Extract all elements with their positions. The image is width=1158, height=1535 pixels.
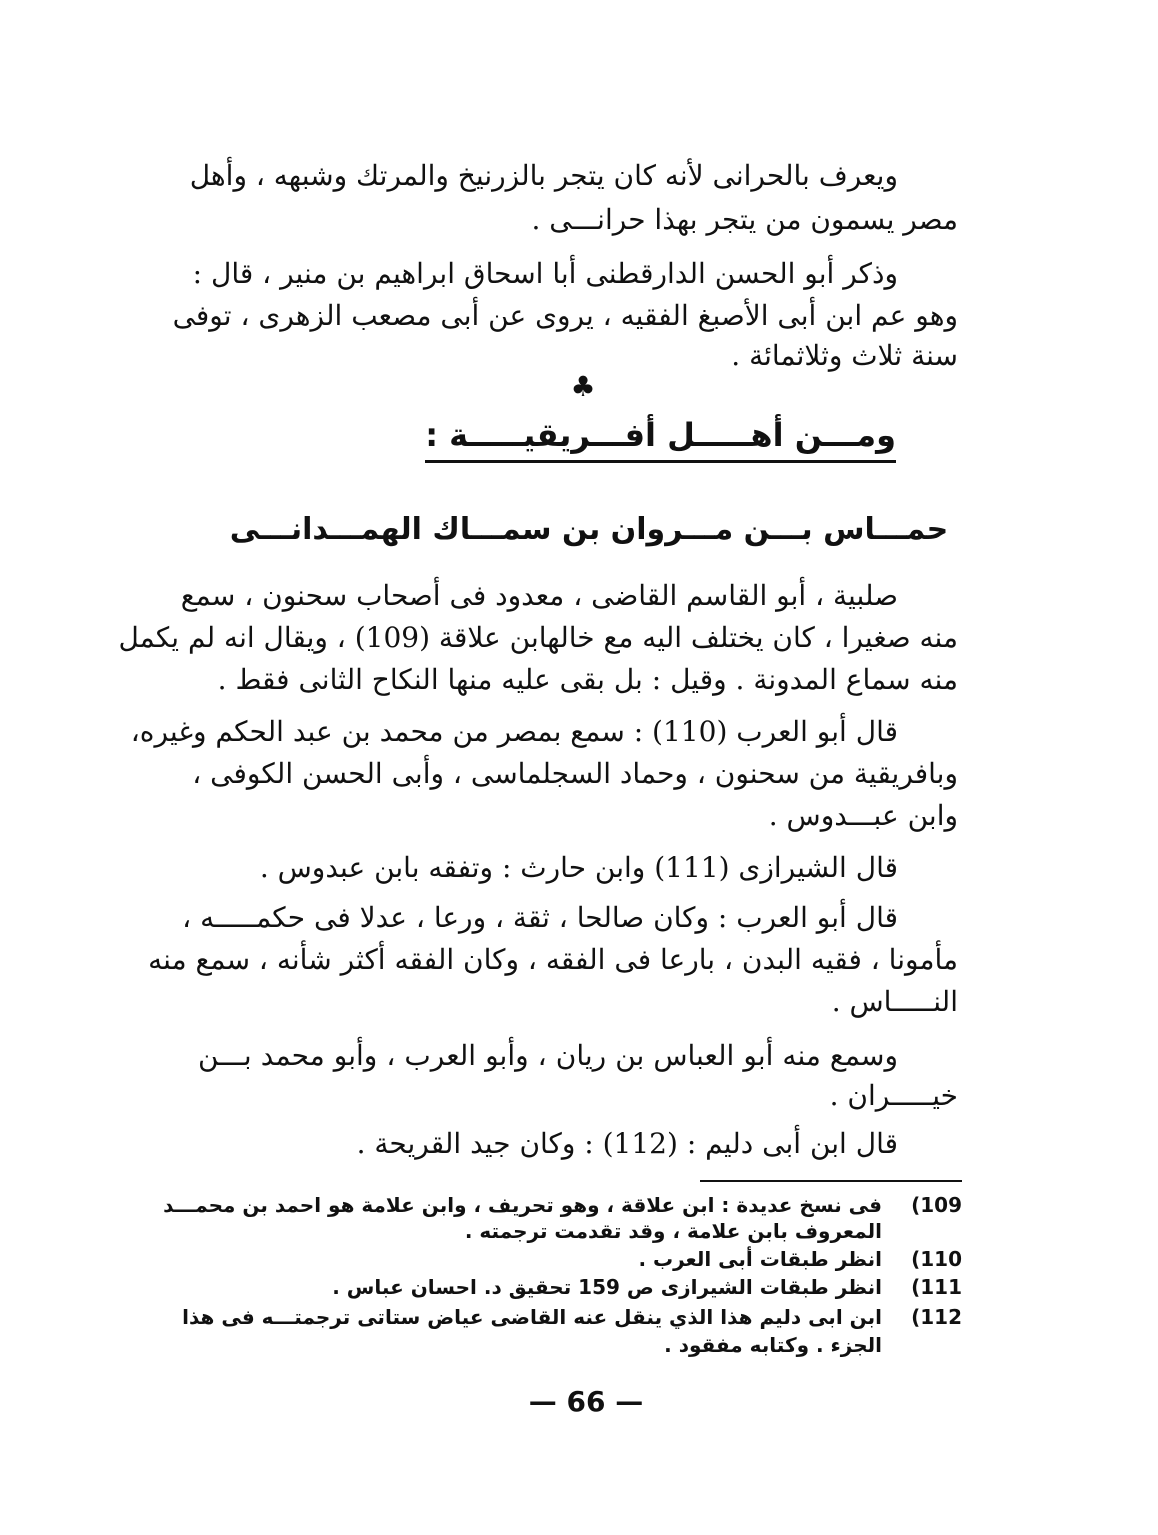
- body-text-line: صلبية ، أبو القاسم القاضى ، معدود فى أصحاب سحنون ، سمع: [180, 579, 898, 612]
- body-text-line: قال ابن أبى دليم : (112) : وكان جيد القريحة .: [356, 1127, 898, 1160]
- body-text-line: خيـــــران .: [829, 1079, 958, 1112]
- ornament-icon: ♣: [570, 370, 596, 403]
- body-text-line: وذكر أبو الحسن الدارقطنى أبا اسحاق ابراهيم بن منير ، قال :: [192, 257, 898, 290]
- body-text-line: وابن عبـــدوس .: [768, 799, 958, 832]
- footnote-number: 109): [911, 1193, 962, 1217]
- footnote-number: 110): [911, 1247, 962, 1271]
- body-text-line: النـــــاس .: [831, 985, 958, 1018]
- footnote-number: 111): [911, 1275, 962, 1299]
- body-text-line: سنة ثلاث وثلاثمائة .: [731, 339, 958, 372]
- footnote-separator: [700, 1180, 962, 1182]
- entry-title: حمـــاس بـــن مـــروان بن سمـــاك الهمـــدانـــى: [229, 512, 949, 547]
- footnote-number: 112): [911, 1305, 962, 1329]
- footnote-text-line: الجزء . وكتابه مفقود .: [664, 1333, 882, 1357]
- footnote: [163, 1192, 962, 1244]
- footnote-text-line: ابن ابى دليم هذا الذي ينقل عنه القاضى عياض ستاتى ترجمتـــه فى هذا: [182, 1305, 882, 1329]
- body-text-line: وبافريقية من سحنون ، وحماد السجلماسى ، وأبى الحسن الكوفى ،: [192, 757, 958, 790]
- footnote: [192, 1274, 962, 1300]
- body-text-line: قال أبو العرب : وكان صالحا ، ثقة ، ورعا ، عدلا فى حكمـــــه ،: [182, 901, 898, 934]
- page-number: — 66 —: [528, 1385, 644, 1418]
- body-text-line: وهو عم ابن أبى الأصبغ الفقيه ، يروى عن أبى مصعب الزهرى ، توفى: [172, 299, 958, 332]
- body-text-line: منه سماع المدونة . وقيل : بل بقى عليه منها النكاح الثانى فقط .: [217, 663, 958, 696]
- footnote: [182, 1304, 962, 1357]
- body-text-line: قال أبو العرب (110) : سمع بمصر من محمد بن عبد الحكم وغيره،: [130, 715, 898, 748]
- footnote: [192, 1246, 962, 1272]
- body-text-line: مصر يسمون من يتجر بهذا حرانـــى .: [531, 203, 958, 236]
- footnote-text-line: فى نسخ عديدة : ابن علاقة ، وهو تحريف ، وابن علامة هو احمد بن محمـــد: [163, 1193, 882, 1217]
- body-text-line: قال الشيرازى (111) وابن حارث : وتفقه بابن عبدوس .: [259, 851, 898, 884]
- footnote-text-line: انظر طبقات أبى العرب .: [638, 1247, 882, 1271]
- body-text-line: منه صغيرا ، كان يختلف اليه مع خالهابن علاقة (109) ، ويقال انه لم يكمل: [118, 621, 958, 654]
- body-text-line: وسمع منه أبو العباس بن ريان ، وأبو العرب ، وأبو محمد بـــن: [198, 1039, 898, 1072]
- footnote-text-line: انظر طبقات الشيرازى ص 159 تحقيق د. احسان عباس .: [332, 1275, 882, 1299]
- section-heading: ومـــن أهـــــل أفـــريقيـــــة :: [425, 412, 896, 463]
- body-text-line: مأمونا ، فقيه البدن ، بارعا فى الفقه ، وكان الفقه أكثر شأنه ، سمع منه: [148, 943, 958, 976]
- footnote-text-line: المعروف بابن علامة ، وقد تقدمت ترجمته .: [464, 1219, 882, 1243]
- body-text-line: ويعرف بالحرانى لأنه كان يتجر بالزرنيخ والمرتك وشبهه ، وأهل: [189, 159, 898, 192]
